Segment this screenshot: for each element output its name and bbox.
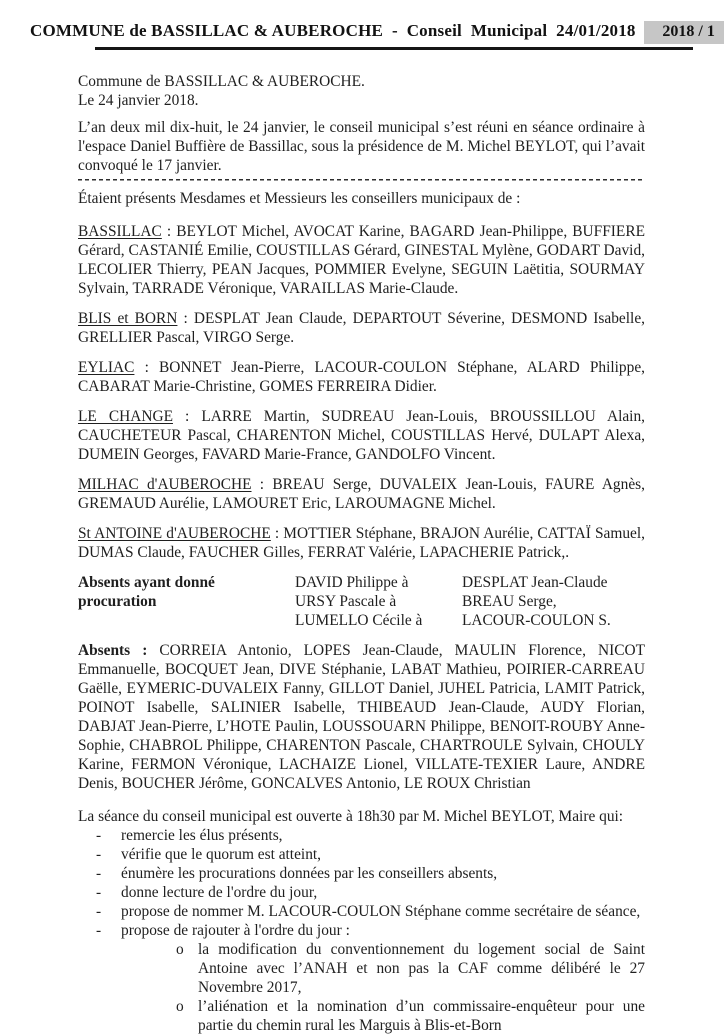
proxy-from: LUMELLO Cécile à: [295, 612, 423, 629]
commune-name: St ANTOINE d'AUBEROCHE: [78, 525, 271, 542]
circle-bullet-icon: o: [176, 941, 184, 958]
commune-members: : DESPLAT Jean Claude, DEPARTOUT Séverine, DESMOND Isabelle, GRELLIER Pascal, VIRGO Serge.: [78, 310, 645, 346]
proxy-from: DAVID Philippe à: [295, 574, 409, 591]
commune-members: : MOTTIER Stéphane, BRAJON Aurélie, CATTAÏ Samuel, DUMAS Claude, FAUCHER Gilles, FERRAT Valérie, LAPACHERIE Patrick,.: [78, 525, 645, 561]
dashed-separator: [78, 179, 645, 181]
dash-bullet-icon: -: [96, 922, 102, 939]
commune-name: MILHAC d'AUBEROCHE: [78, 476, 252, 493]
commune-name: EYLIAC: [78, 359, 135, 376]
commune-group-milhac: [78, 475, 645, 513]
dash-bullet-icon: -: [96, 884, 102, 901]
commune-name: LE CHANGE: [78, 408, 173, 425]
document-body: [0, 50, 645, 1035]
agenda-sub-bullet-item: [78, 940, 645, 997]
commune-date-block: [78, 72, 645, 110]
agenda-bullet-item: [78, 864, 645, 883]
session-intro: La séance du conseil municipal est ouverte à 18h30 par M. Michel BEYLOT, Maire qui:: [78, 808, 624, 825]
agenda-bullet-item: [78, 902, 645, 921]
proxies-block: [78, 573, 645, 630]
absents-names: CORREIA Antonio, LOPES Jean-Claude, MAULIN Florence, NICOT Emmanuelle, BOCQUET Jean, DIVE Stéphanie, LABAT Mathieu, POIRIER-CARREAU Gaëlle, EYMERIC-DUVALEIX Fanny, GILLOT Daniel, JUHEL Patricia, LAMIT Patrick, POINOT Isabelle, SALINIER Isabelle, THIBEAUD Jean-Claude, AUDY Florian, DABJAT Jean-Pierre, L’HOTE Paulin, LOUSSOUARN Philippe, BENOIT-ROUBY Anne-Sophie, CHABROL Philippe, CHARENTON Pascale, CHARTROULE Sylvain, CHOULY Karine, FERMON Véronique, LACHAIZE Lionel, VILLATE-TEXIER Laure, ANDRE Denis, BOUCHER Jérôme, GONCALVES Antonio, LE ROUX Christian: [78, 642, 645, 792]
commune-members: : BEYLOT Michel, AVOCAT Karine, BAGARD Jean-Philippe, BUFFIERE Gérard, CASTANIÉ Emilie, COUSTILLAS Gérard, GINESTAL Mylène, GODART David, LECOLIER Thierry, PEAN Jacques, POMMIER Evelyne, SEGUIN Laëtitia, SOURMAY Sylvain, TARRADE Véronique, VARAILLAS Marie-Claude.: [78, 223, 645, 297]
bullet-text: propose de rajouter à l'ordre du jour :: [121, 922, 350, 939]
agenda-bullet-item: [78, 826, 645, 845]
proxy-to: LACOUR-COULON S.: [462, 612, 611, 629]
agenda-sub-bullet-item: [78, 997, 645, 1035]
sub-bullet-text: la modification du conventionnement du logement social de Saint Antoine avec l’ANAH et non pas la CAF comme délibéré le 27 Novembre 2017,: [198, 941, 645, 996]
commune-group-le-change: [78, 407, 645, 464]
proxies-to-column: [462, 573, 645, 630]
absents-label: Absents :: [78, 642, 148, 659]
proxy-from: URSY Pascale à: [295, 593, 397, 610]
commune-name: BASSILLAC: [78, 223, 162, 240]
agenda-bullet-item: [78, 921, 645, 940]
date-line: Le 24 janvier 2018.: [78, 92, 199, 109]
dash-bullet-icon: -: [96, 827, 102, 844]
bullet-text: vérifie que le quorum est atteint,: [121, 846, 322, 863]
dash-bullet-icon: -: [96, 903, 102, 920]
bullet-text: remercie les élus présents,: [121, 827, 283, 844]
bullet-text: donne lecture de l'ordre du jour,: [121, 884, 318, 901]
commune-group-st-antoine: [78, 524, 645, 562]
commune-members: : LARRE Martin, SUDREAU Jean-Louis, BROUSSILLOU Alain, CAUCHETEUR Pascal, CHARENTON Michel, COUSTILLAS Hervé, DULAPT Alexa, DUMEIN Georges, FAVARD Marie-France, GANDOLFO Vincent.: [78, 408, 645, 463]
proxy-to: BREAU Serge,: [462, 593, 557, 610]
sub-bullet-text: l’aliénation et la nomination d’un commissaire-enquêteur pour une partie du chemin rural les Marguis à Blis-et-Born: [198, 998, 645, 1034]
circle-bullet-icon: o: [176, 998, 184, 1015]
agenda-bullet-item: [78, 883, 645, 902]
commune-members: : BONNET Jean-Pierre, LACOUR-COULON Stéphane, ALARD Philippe, CABARAT Marie-Christine, GOMES FERREIRA Didier.: [78, 359, 645, 395]
bullet-text: énumère les procurations données par les conseillers absents,: [121, 865, 498, 882]
proxy-to: DESPLAT Jean-Claude: [462, 574, 608, 591]
absents-paragraph: [78, 641, 645, 793]
commune-group-blis-et-born: [78, 309, 645, 347]
dash-bullet-icon: -: [96, 846, 102, 863]
opening-paragraph: L’an deux mil dix-huit, le 24 janvier, le conseil municipal s’est réuni en séance ordinaire à l'espace Daniel Buffière de Bassillac, sous la présidence de M. Michel BEYLOT, qui l’avait convoqué le 17 janvier.: [78, 119, 645, 174]
bullet-text: propose de nommer M. LACOUR-COULON Stéphane comme secrétaire de séance,: [121, 903, 641, 920]
commune-group-eyliac: [78, 358, 645, 396]
commune-name: BLIS et BORN: [78, 310, 178, 327]
commune-line: Commune de BASSILLAC & AUBEROCHE.: [78, 73, 365, 90]
document-header: [0, 0, 724, 44]
document-title: COMMUNE de BASSILLAC & AUBEROCHE - Conseil Municipal 24/01/2018: [30, 21, 636, 40]
page-number-badge: 2018 / 1: [644, 21, 724, 44]
proxies-label: Absents ayant donné procuration: [78, 574, 215, 610]
commune-group-bassillac: [78, 222, 645, 298]
dash-bullet-icon: -: [96, 865, 102, 882]
commune-members: : BREAU Serge, DUVALEIX Jean-Louis, FAURE Agnès, GREMAUD Aurélie, LAMOURET Eric, LAROUMAGNE Michel.: [78, 476, 645, 512]
present-intro: Étaient présents Mesdames et Messieurs les conseillers municipaux de :: [78, 190, 521, 207]
agenda-bullet-item: [78, 845, 645, 864]
proxies-from-column: [295, 573, 462, 630]
